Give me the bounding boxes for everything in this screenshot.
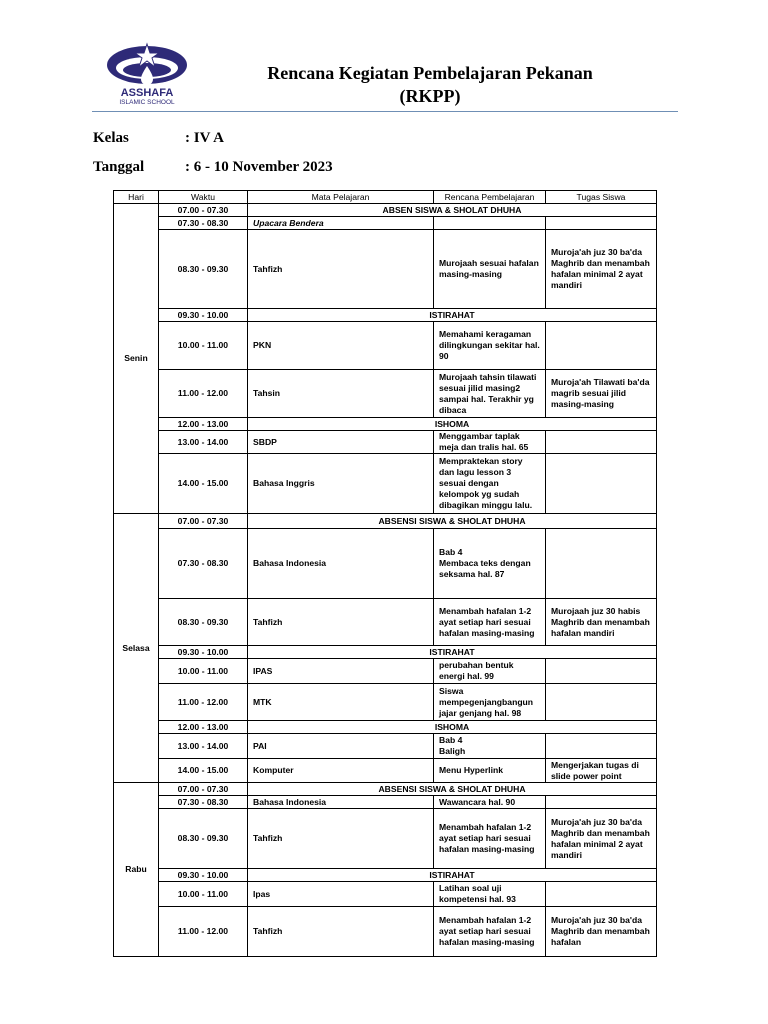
merged-activity-cell: ISTIRAHAT [248,309,657,322]
schedule-body [114,204,657,957]
title-line-2: (RKPP) [399,86,461,106]
plan-cell: Menggambar taplak meja dan tralis hal. 65 [434,431,546,454]
plan-cell: perubahan bentuk energi hal. 99 [434,659,546,684]
logo-text: ASSHAFA [120,87,174,99]
table-row [114,418,657,431]
table-row [114,204,657,217]
subject-cell: IPAS [248,659,434,684]
day-cell: Rabu [114,783,159,957]
time-cell: 07.00 - 07.30 [159,783,248,796]
subject-cell: Tahsin [248,370,434,418]
subject-cell: SBDP [248,431,434,454]
tanggal-label: Tanggal [93,159,145,175]
task-cell: Muroja'ah Tilawati ba'da magrib sesuai jilid masing-masing [546,370,657,418]
plan-cell: Wawancara hal. 90 [434,796,546,809]
tanggal-value: : 6 - 10 November 2023 [185,159,333,175]
merged-activity-cell: ABSEN SISWA & SHOLAT DHUHA [248,204,657,217]
time-cell: 10.00 - 11.00 [159,322,248,370]
subject-cell: Komputer [248,759,434,783]
plan-cell: Bab 4 Membaca teks dengan seksama hal. 87 [434,529,546,599]
subject-cell: Tahfizh [248,599,434,646]
time-cell: 09.30 - 10.00 [159,869,248,882]
time-cell: 08.30 - 09.30 [159,230,248,309]
subject-cell: Upacara Bendera [248,217,434,230]
task-cell: Mengerjakan tugas di slide power point [546,759,657,783]
table-row [114,684,657,721]
task-cell [546,322,657,370]
subject-cell: PAI [248,734,434,759]
merged-activity-cell: ISHOMA [248,418,657,431]
time-cell: 14.00 - 15.00 [159,454,248,514]
time-cell: 07.00 - 07.30 [159,514,248,529]
time-cell: 12.00 - 13.00 [159,721,248,734]
table-row [114,659,657,684]
table-row [114,514,657,529]
table-row [114,599,657,646]
page-title [200,62,660,108]
table-row [114,322,657,370]
asshafa-logo [104,42,190,106]
table-header-row [114,191,657,204]
title-line-1: Rencana Kegiatan Pembelajaran Pekanan [267,63,593,83]
time-cell: 07.30 - 08.30 [159,529,248,599]
subject-cell: MTK [248,684,434,721]
header-rencana: Rencana Pembelajaran [434,191,546,204]
time-cell: 12.00 - 13.00 [159,418,248,431]
task-cell: Muroja'ah juz 30 ba'da Maghrib dan menambah hafalan [546,907,657,957]
day-cell: Selasa [114,514,159,783]
table-row [114,759,657,783]
time-cell: 11.00 - 12.00 [159,684,248,721]
merged-activity-cell: ISTIRAHAT [248,646,657,659]
table-row [114,907,657,957]
subject-cell: Bahasa Inggris [248,454,434,514]
time-cell: 07.30 - 08.30 [159,217,248,230]
table-row [114,370,657,418]
subject-cell: Ipas [248,882,434,907]
task-cell [546,431,657,454]
table-row [114,734,657,759]
time-cell: 11.00 - 12.00 [159,907,248,957]
time-cell: 08.30 - 09.30 [159,599,248,646]
task-cell [546,882,657,907]
header-tugas: Tugas Siswa [546,191,657,204]
table-row [114,796,657,809]
time-cell: 10.00 - 11.00 [159,882,248,907]
task-cell: Muroja'ah juz 30 ba'da Maghrib dan menambah hafalan minimal 2 ayat mandiri [546,230,657,309]
header-mata-pelajaran: Mata Pelajaran [248,191,434,204]
time-cell: 09.30 - 10.00 [159,309,248,322]
table-row [114,869,657,882]
table-row [114,809,657,869]
logo-subtext: ISLAMIC SCHOOL [119,99,175,106]
tanggal-row [93,159,333,176]
task-cell [546,796,657,809]
header-hari: Hari [114,191,159,204]
table-row [114,230,657,309]
plan-cell: Murojaah tahsin tilawati sesuai jilid masing2 sampai hal. Terakhir yg dibaca [434,370,546,418]
subject-cell: Tahfizh [248,809,434,869]
subject-cell: Bahasa Indonesia [248,529,434,599]
merged-activity-cell: ISTIRAHAT [248,869,657,882]
table-row [114,454,657,514]
time-cell: 14.00 - 15.00 [159,759,248,783]
time-cell: 11.00 - 12.00 [159,370,248,418]
time-cell: 13.00 - 14.00 [159,431,248,454]
plan-cell: Murojaah sesuai hafalan masing-masing [434,230,546,309]
plan-cell: Memahami keragaman dilingkungan sekitar hal. 90 [434,322,546,370]
day-cell: Senin [114,204,159,514]
table-row [114,309,657,322]
merged-activity-cell: ABSENSI SISWA & SHOLAT DHUHA [248,514,657,529]
task-cell: Murojaah juz 30 habis Maghrib dan menambah hafalan mandiri [546,599,657,646]
subject-cell: Tahfizh [248,907,434,957]
task-cell [546,659,657,684]
task-cell [546,684,657,721]
table-row [114,783,657,796]
plan-cell: Mempraktekan story dan lagu lesson 3 sesuai dengan kelompok yg sudah dibagikan minggu lalu. [434,454,546,514]
plan-cell: Latihan soal uji kompetensi hal. 93 [434,882,546,907]
plan-cell: Menu Hyperlink [434,759,546,783]
header-divider [92,111,678,112]
table-row [114,882,657,907]
plan-cell: Menambah hafalan 1-2 ayat setiap hari sesuai hafalan masing-masing [434,809,546,869]
subject-cell: Tahfizh [248,230,434,309]
plan-cell [434,217,546,230]
kelas-row [93,130,224,147]
plan-cell: Bab 4 Baligh [434,734,546,759]
table-row [114,431,657,454]
time-cell: 13.00 - 14.00 [159,734,248,759]
plan-cell: Menambah hafalan 1-2 ayat setiap hari sesuai hafalan masing-masing [434,907,546,957]
time-cell: 07.00 - 07.30 [159,204,248,217]
task-cell: Muroja'ah juz 30 ba'da Maghrib dan menambah hafalan minimal 2 ayat mandiri [546,809,657,869]
plan-cell: Siswa mempegenjangbangun jajar genjang hal. 98 [434,684,546,721]
kelas-label: Kelas [93,130,129,146]
header-waktu: Waktu [159,191,248,204]
time-cell: 08.30 - 09.30 [159,809,248,869]
plan-cell: Menambah hafalan 1-2 ayat setiap hari sesuai hafalan masing-masing [434,599,546,646]
task-cell [546,217,657,230]
merged-activity-cell: ABSENSI SISWA & SHOLAT DHUHA [248,783,657,796]
time-cell: 07.30 - 08.30 [159,796,248,809]
time-cell: 10.00 - 11.00 [159,659,248,684]
merged-activity-cell: ISHOMA [248,721,657,734]
kelas-value: : IV A [185,130,224,146]
table-row [114,529,657,599]
table-row [114,646,657,659]
task-cell [546,734,657,759]
table-row [114,721,657,734]
table-row [114,217,657,230]
task-cell [546,454,657,514]
task-cell [546,529,657,599]
time-cell: 09.30 - 10.00 [159,646,248,659]
subject-cell: Bahasa Indonesia [248,796,434,809]
schedule-table [113,190,657,957]
subject-cell: PKN [248,322,434,370]
